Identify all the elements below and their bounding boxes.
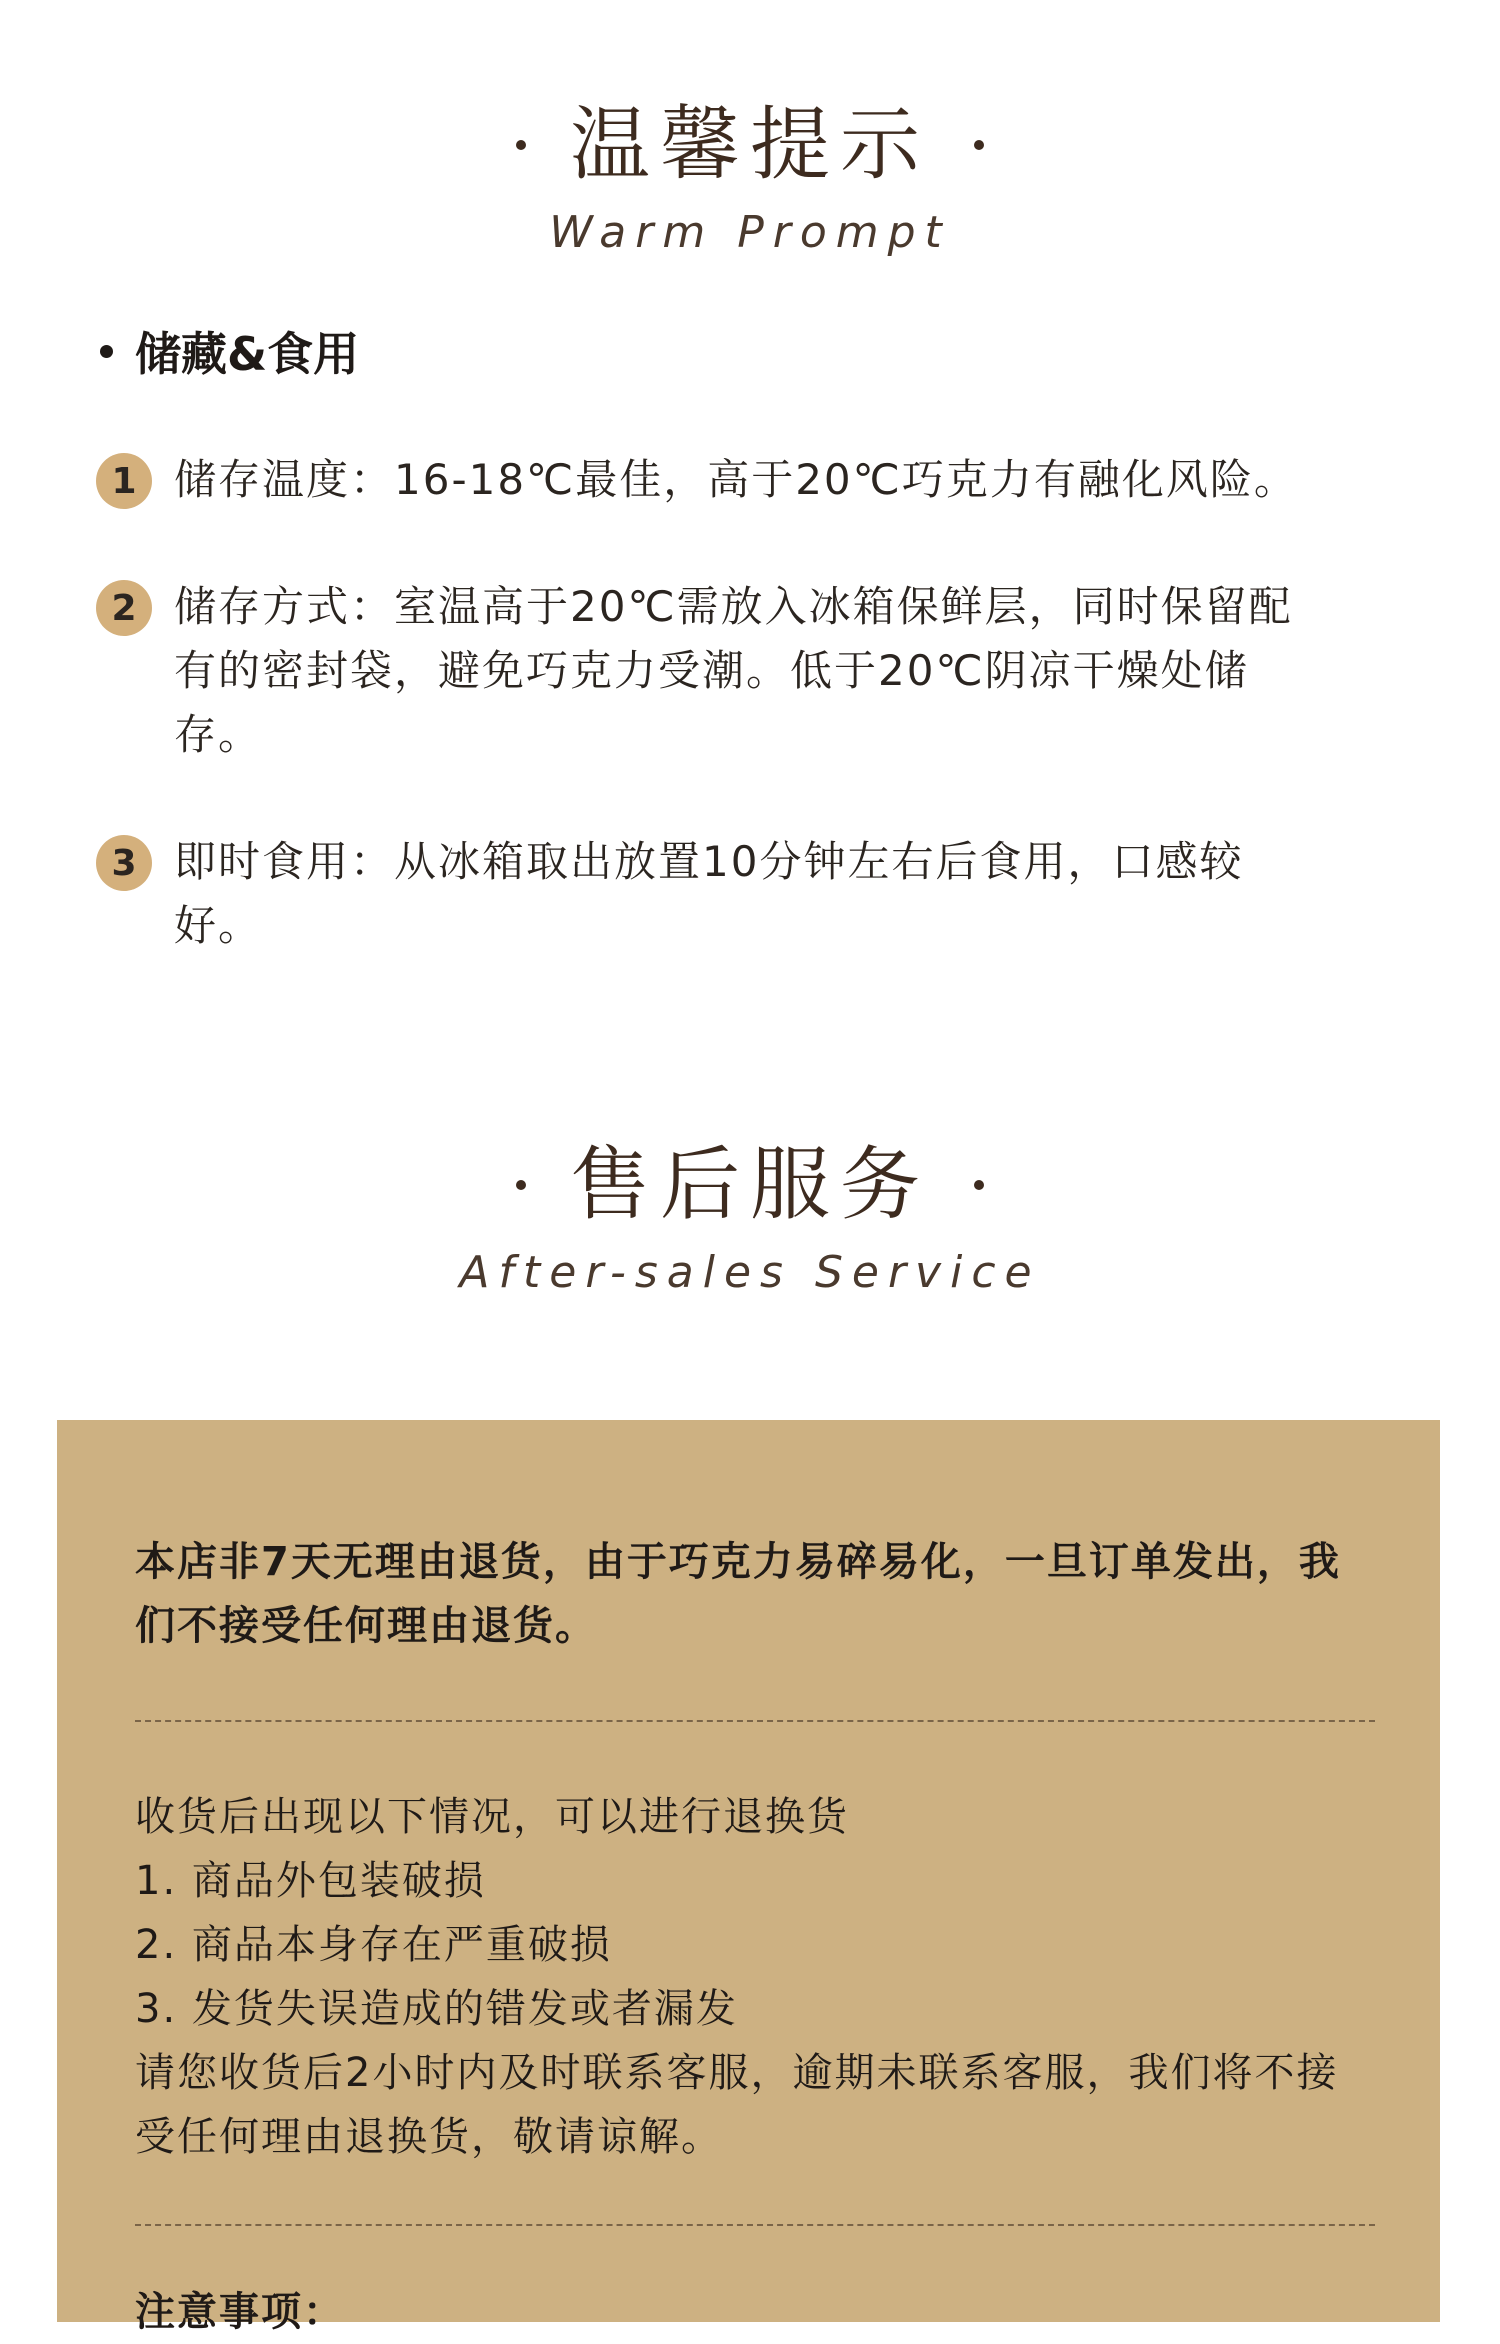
tip-item <box>96 830 1356 958</box>
condition-item: 2. 商品本身存在严重破损 <box>135 1922 612 1968</box>
condition-item: 3. 发货失误造成的错发或者漏发 <box>135 1986 738 2032</box>
tip-text: 储存温度：16-18℃最佳，高于20℃巧克力有融化风险。 <box>174 455 1298 504</box>
dashed-divider <box>135 1720 1375 1722</box>
contact-note: 请您收货后2小时内及时联系客服，逾期未联系客服，我们将不接受任何理由退换货，敬请谅解。 <box>135 2050 1339 2160</box>
warm-prompt-header <box>0 95 1500 258</box>
after-sales-card <box>57 1420 1440 2335</box>
after-sales-subtitle: After-sales Service <box>459 1247 1041 1298</box>
warm-prompt-title: 温馨提示 <box>570 98 930 191</box>
dashed-divider <box>135 2224 1375 2226</box>
tip-number-badge: 2 <box>96 580 152 636</box>
after-sales-title: 售后服务 <box>570 1138 930 1231</box>
after-sales-header <box>0 1135 1500 1298</box>
title-dot-right <box>974 140 984 150</box>
storage-heading-text: 储藏&食用 <box>135 327 360 381</box>
return-policy-text: 本店非7天无理由退货，由于巧克力易碎易化，一旦订单发出，我们不接受任何理由退货。 <box>135 1539 1341 1649</box>
tip-item <box>96 575 1356 767</box>
warm-prompt-subtitle: Warm Prompt <box>549 207 951 258</box>
tip-number-badge: 3 <box>96 835 152 891</box>
tip-number-badge: 1 <box>96 453 152 509</box>
storage-heading <box>100 318 359 384</box>
tip-text: 储存方式：室温高于20℃需放入冰箱保鲜层，同时保留配有的密封袋，避免巧克力受潮。低于20℃阴凉干燥处储存。 <box>174 582 1293 759</box>
title-dot-right <box>974 1180 984 1190</box>
notes-title: 注意事项： <box>135 2289 345 2335</box>
bullet-icon <box>100 345 113 358</box>
conditions-intro: 收货后出现以下情况，可以进行退换货 <box>135 1794 849 1840</box>
condition-item: 1. 商品外包装破损 <box>135 1858 486 1904</box>
tip-text: 即时食用：从冰箱取出放置10分钟左右后食用，口感较好。 <box>174 837 1244 950</box>
return-conditions <box>135 1785 1375 2169</box>
tip-item <box>96 448 1356 512</box>
title-dot-left <box>516 1180 526 1190</box>
title-dot-left <box>516 140 526 150</box>
